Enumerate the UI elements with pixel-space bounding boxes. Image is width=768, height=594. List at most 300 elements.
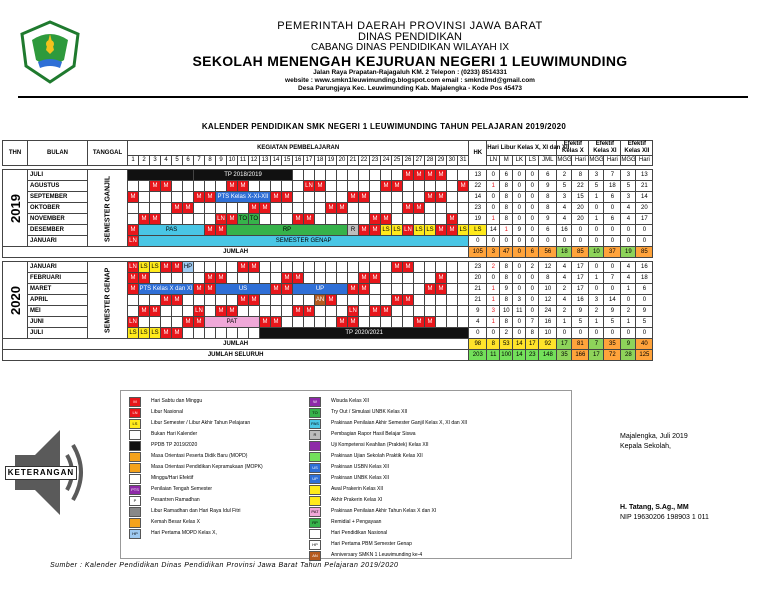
day-cell	[315, 203, 326, 214]
stat-cell: 0	[513, 170, 526, 181]
legend-box	[120, 390, 572, 559]
month-name: JULI	[28, 328, 88, 339]
day-cell	[315, 170, 326, 181]
day-cell	[337, 170, 348, 181]
stat-cell: 0	[526, 236, 539, 247]
stat-cell: 0	[487, 192, 500, 203]
total-stat: 100	[500, 350, 513, 361]
stat-cell: 10	[539, 328, 557, 339]
stat-cell: 20	[469, 273, 487, 284]
day-cell: M	[414, 170, 425, 181]
legend-item-label: Kemah Besar Kelas X	[151, 519, 200, 525]
day-cell	[436, 295, 447, 306]
day-cell	[304, 192, 315, 203]
stat-cell: 0	[513, 181, 526, 192]
total-stat: 56	[539, 247, 557, 258]
stat-cell: 1	[621, 284, 636, 295]
month-name: NOVEMBER	[28, 214, 88, 225]
day-cell: M	[150, 214, 161, 225]
day-cell	[359, 317, 370, 328]
stat-cell: 8	[539, 203, 557, 214]
day-cell	[458, 306, 469, 317]
stat-cell: 19	[469, 214, 487, 225]
year-label: 2020	[3, 262, 28, 339]
stat-cell: 8	[539, 192, 557, 203]
stat-cell: 0	[604, 328, 621, 339]
day-header: 28	[425, 156, 436, 166]
stat-cell: 17	[572, 284, 589, 295]
day-cell: M	[183, 203, 194, 214]
stat-cell: 0	[526, 225, 539, 236]
stat-cell: 16	[539, 317, 557, 328]
day-cell	[458, 192, 469, 203]
legend-swatch	[129, 430, 141, 440]
day-cell: M	[216, 225, 227, 236]
stat-cell: 3	[589, 295, 604, 306]
day-cell	[172, 317, 183, 328]
day-cell: M	[227, 306, 238, 317]
stat-cell: 0	[513, 214, 526, 225]
day-cell	[194, 273, 205, 284]
stat-cell: 20	[572, 214, 589, 225]
stat-cell: 22	[572, 181, 589, 192]
stat-cell: 2	[557, 306, 572, 317]
day-cell	[326, 181, 337, 192]
day-cell	[381, 295, 392, 306]
day-cell	[183, 214, 194, 225]
day-header: 21	[348, 156, 359, 166]
day-cell: M	[282, 192, 293, 203]
total-label: JUMLAH SELURUH	[3, 350, 469, 361]
col-bulan: BULAN	[28, 141, 88, 166]
day-cell	[403, 306, 414, 317]
stat-cell: 4	[557, 273, 572, 284]
day-cell: M	[282, 284, 293, 295]
day-cell	[260, 181, 271, 192]
legend-item-label: Akhir Prakerin Kelas XI	[331, 497, 383, 503]
stat-cell: 1	[487, 295, 500, 306]
day-cell	[293, 192, 304, 203]
day-cell: M	[161, 262, 172, 273]
day-cell: M	[315, 181, 326, 192]
stat-cell: 8	[500, 295, 513, 306]
stat-cell: 8	[500, 273, 513, 284]
day-cell: M	[128, 225, 139, 236]
signature-nip: NIP 19630206 198903 1 011	[620, 514, 709, 521]
legend-item-label: Prakiraan USBN Kelas XII	[331, 464, 390, 470]
stat-cell: 3	[557, 192, 572, 203]
day-cell	[359, 306, 370, 317]
header-line-1: PEMERINTAH DAERAH PROVINSI JAWA BARAT	[277, 20, 543, 32]
header-divider	[18, 96, 748, 98]
legend-swatch: AN	[309, 551, 321, 561]
day-cell	[172, 214, 183, 225]
stat-cell: 0	[539, 236, 557, 247]
header-row-1	[3, 141, 653, 156]
day-cell	[271, 306, 282, 317]
day-cell: LS	[150, 262, 161, 273]
day-cell	[293, 262, 304, 273]
semester-label: SEMESTER GANJIL	[88, 170, 128, 247]
stat-cell: 1	[589, 317, 604, 328]
legend-swatch: PAS	[309, 419, 321, 429]
day-cell	[271, 295, 282, 306]
total-stat: 14	[513, 339, 526, 350]
day-cell	[293, 203, 304, 214]
stat-cell: 2	[589, 306, 604, 317]
stat-cell: 2	[621, 306, 636, 317]
day-cell: M	[260, 203, 271, 214]
day-cell	[403, 192, 414, 203]
day-cell	[436, 214, 447, 225]
day-cell: LN	[216, 214, 227, 225]
stat-cell: 1	[589, 214, 604, 225]
day-header: 7	[194, 156, 205, 166]
day-cell	[370, 262, 381, 273]
month-name: SEPTEMBER	[28, 192, 88, 203]
stat-cell: 0	[487, 236, 500, 247]
legend-swatch: P	[129, 496, 141, 506]
stat-cell: 14	[604, 295, 621, 306]
day-cell	[348, 203, 359, 214]
day-cell: LN	[194, 306, 205, 317]
stat-cell: 16	[572, 295, 589, 306]
day-cell	[326, 192, 337, 203]
legend-swatch: RP	[309, 518, 321, 528]
total-stat: 85	[636, 247, 653, 258]
stat-cell: 18	[636, 273, 653, 284]
day-cell	[436, 203, 447, 214]
month-name: OKTOBER	[28, 203, 88, 214]
day-cell: M	[348, 284, 359, 295]
stat-cell: 4	[621, 262, 636, 273]
day-cell	[161, 203, 172, 214]
day-cell: M	[436, 192, 447, 203]
day-header: 8	[205, 156, 216, 166]
legend-item-label: Try Out / Simulasi UNBK Kelas XII	[331, 409, 408, 415]
stat-cell: 0	[572, 328, 589, 339]
day-cell	[348, 295, 359, 306]
day-cell: M	[128, 284, 139, 295]
day-cell	[304, 203, 315, 214]
stat-cell: 4	[557, 295, 572, 306]
day-cell	[150, 295, 161, 306]
day-cell: M	[447, 214, 458, 225]
day-cell	[447, 181, 458, 192]
legend-item-label: Minggu/Hari Efektif	[151, 475, 194, 481]
day-cell: M	[436, 225, 447, 236]
legend-swatch: HP	[309, 540, 321, 550]
day-cell	[436, 317, 447, 328]
day-header: 3	[150, 156, 161, 166]
day-cell	[381, 170, 392, 181]
day-header: 12	[249, 156, 260, 166]
day-cell: LS	[425, 225, 436, 236]
day-header: 5	[172, 156, 183, 166]
day-cell	[161, 273, 172, 284]
activity-bar: PTS Kelas X-XI-XII	[216, 192, 271, 203]
total-stat: 17	[589, 350, 604, 361]
day-cell	[150, 192, 161, 203]
col-tanggal: TANGGAL	[88, 141, 128, 166]
stat-cell: 0	[589, 262, 604, 273]
legend-swatch	[129, 463, 141, 473]
day-cell: M	[403, 170, 414, 181]
day-cell	[139, 181, 150, 192]
day-cell: LS	[414, 225, 425, 236]
total-stat: 72	[604, 350, 621, 361]
subcol-header: LN	[487, 156, 500, 166]
legend-swatch: M	[129, 397, 141, 407]
legend-item-label: Anniversary SMKN 1 Leuwimunding ke-4	[331, 552, 423, 558]
stat-cell: 8	[500, 192, 513, 203]
legend-item-label: Prakiraan UNBK Kelas XII	[331, 475, 390, 481]
subcol-header: Hari	[604, 156, 621, 166]
stat-cell: 1	[487, 214, 500, 225]
stat-cell: 6	[539, 170, 557, 181]
day-cell	[359, 295, 370, 306]
stat-cell: 8	[500, 203, 513, 214]
day-header: 10	[227, 156, 238, 166]
day-cell: M	[304, 214, 315, 225]
day-cell: LS	[469, 225, 487, 236]
day-cell	[414, 262, 425, 273]
day-cell	[458, 214, 469, 225]
day-cell: LS	[139, 328, 150, 339]
day-cell	[326, 317, 337, 328]
stat-cell: 0	[621, 328, 636, 339]
day-cell: LN	[128, 317, 139, 328]
stat-cell: 0	[487, 328, 500, 339]
day-cell	[315, 317, 326, 328]
stat-cell: 5	[589, 181, 604, 192]
day-cell	[447, 317, 458, 328]
day-cell: M	[337, 203, 348, 214]
day-cell: M	[238, 262, 249, 273]
day-cell: M	[414, 317, 425, 328]
stat-cell: 3	[621, 170, 636, 181]
day-cell	[139, 192, 150, 203]
day-cell	[447, 192, 458, 203]
day-cell: M	[425, 170, 436, 181]
day-cell	[436, 262, 447, 273]
stat-cell: 0	[636, 295, 653, 306]
day-cell	[458, 284, 469, 295]
day-cell	[447, 203, 458, 214]
day-cell	[128, 170, 194, 181]
day-cell	[216, 181, 227, 192]
day-cell: M	[282, 273, 293, 284]
stat-cell: 1	[589, 192, 604, 203]
day-cell: M	[205, 225, 216, 236]
stat-cell: 22	[469, 181, 487, 192]
stat-cell: 8	[572, 170, 589, 181]
day-cell	[282, 317, 293, 328]
day-cell	[425, 214, 436, 225]
day-cell	[326, 214, 337, 225]
day-cell: M	[403, 262, 414, 273]
day-cell	[326, 170, 337, 181]
day-cell: M	[150, 306, 161, 317]
day-cell: M	[128, 273, 139, 284]
day-cell	[392, 203, 403, 214]
legend-swatch: UP	[309, 474, 321, 484]
activity-bar: UP	[293, 284, 348, 295]
day-cell	[392, 317, 403, 328]
day-header: 13	[260, 156, 271, 166]
day-cell	[183, 328, 194, 339]
day-cell	[337, 214, 348, 225]
total-stat: 40	[636, 339, 653, 350]
total-row	[3, 350, 653, 361]
stat-cell: 0	[513, 203, 526, 214]
day-cell: M	[216, 306, 227, 317]
day-cell: LS	[458, 225, 469, 236]
day-cell	[425, 295, 436, 306]
day-cell	[392, 214, 403, 225]
day-cell: M	[271, 192, 282, 203]
day-cell	[183, 181, 194, 192]
activity-bar: PAS	[139, 225, 205, 236]
stat-cell: 2	[557, 284, 572, 295]
day-cell	[392, 284, 403, 295]
day-cell	[183, 306, 194, 317]
day-cell	[282, 203, 293, 214]
total-stat: 11	[487, 350, 500, 361]
total-stat: 14	[513, 350, 526, 361]
stat-cell: 5	[557, 181, 572, 192]
day-cell: M	[370, 225, 381, 236]
day-cell	[381, 203, 392, 214]
activity-bar: TP 2018/2019	[194, 170, 293, 181]
stat-cell: 0	[572, 236, 589, 247]
stat-cell: 0	[469, 328, 487, 339]
day-cell	[260, 214, 271, 225]
day-cell	[458, 295, 469, 306]
day-cell: M	[183, 317, 194, 328]
day-cell	[128, 295, 139, 306]
subcol-header: JML	[539, 156, 557, 166]
day-cell	[447, 295, 458, 306]
stat-cell: 0	[500, 236, 513, 247]
day-header: 1	[128, 156, 139, 166]
day-cell: M	[425, 317, 436, 328]
stat-cell: 1	[500, 225, 513, 236]
day-cell	[139, 203, 150, 214]
day-cell	[337, 306, 348, 317]
day-cell	[337, 262, 348, 273]
legend-swatch	[129, 452, 141, 462]
day-cell	[348, 262, 359, 273]
stat-cell: 3	[589, 170, 604, 181]
stat-cell: 8	[539, 273, 557, 284]
day-cell	[183, 295, 194, 306]
day-cell	[403, 284, 414, 295]
month-name: JANUARI	[28, 262, 88, 273]
school-address-1: Jalan Raya Prapatan-Rajagaluh KM. 2 Telepon : (0233) 8514331	[313, 69, 507, 76]
day-cell	[161, 317, 172, 328]
day-cell: M	[172, 295, 183, 306]
day-cell	[359, 181, 370, 192]
day-cell: LN	[348, 306, 359, 317]
legend-item-label: Hari Sabtu dan Minggu	[151, 398, 203, 404]
day-cell	[414, 295, 425, 306]
total-stat: 37	[604, 247, 621, 258]
stat-cell: 10	[539, 284, 557, 295]
day-header: 31	[458, 156, 469, 166]
day-cell: M	[293, 214, 304, 225]
stat-cell: 0	[589, 203, 604, 214]
subcol-header: Hari	[572, 156, 589, 166]
day-cell	[392, 273, 403, 284]
day-cell	[249, 328, 260, 339]
day-cell: LN	[128, 236, 139, 247]
day-cell	[447, 262, 458, 273]
day-cell	[337, 181, 348, 192]
day-cell	[315, 273, 326, 284]
day-cell: M	[348, 317, 359, 328]
total-stat: 28	[621, 350, 636, 361]
year-label: 2019	[3, 170, 28, 247]
day-cell: M	[293, 306, 304, 317]
subcol-header: MGG	[589, 156, 604, 166]
day-cell: M	[227, 181, 238, 192]
day-header: 2	[139, 156, 150, 166]
day-header: 27	[414, 156, 425, 166]
day-cell	[161, 306, 172, 317]
day-cell	[425, 273, 436, 284]
day-cell	[414, 214, 425, 225]
day-cell: M	[447, 225, 458, 236]
day-cell	[271, 203, 282, 214]
day-cell: LS	[150, 328, 161, 339]
month-name: JUNI	[28, 317, 88, 328]
day-cell	[271, 262, 282, 273]
day-cell	[370, 170, 381, 181]
day-cell	[414, 306, 425, 317]
day-cell: M	[392, 262, 403, 273]
total-stat: 166	[572, 350, 589, 361]
day-cell	[150, 317, 161, 328]
day-cell	[326, 262, 337, 273]
day-cell	[436, 181, 447, 192]
activity-bar: US	[216, 284, 271, 295]
day-header: 11	[238, 156, 249, 166]
stat-cell: 8	[500, 214, 513, 225]
day-cell	[359, 203, 370, 214]
day-cell: M	[458, 181, 469, 192]
stat-cell: 17	[572, 273, 589, 284]
day-cell	[348, 181, 359, 192]
stat-cell: 0	[636, 236, 653, 247]
day-cell	[260, 306, 271, 317]
month-name: FEBRUARI	[28, 273, 88, 284]
day-cell	[315, 214, 326, 225]
total-stat: 18	[557, 247, 572, 258]
day-cell: LS	[381, 225, 392, 236]
month-name: AGUSTUS	[28, 181, 88, 192]
legend-swatch	[129, 507, 141, 517]
day-cell	[238, 203, 249, 214]
day-cell	[249, 273, 260, 284]
stat-cell: 12	[539, 295, 557, 306]
stat-cell: 0	[513, 328, 526, 339]
legend-item-label: Awal Prakerin Kelas XII	[331, 486, 384, 492]
stat-cell: 0	[621, 225, 636, 236]
stat-cell: 7	[604, 273, 621, 284]
stat-cell: 18	[604, 181, 621, 192]
day-cell	[315, 306, 326, 317]
